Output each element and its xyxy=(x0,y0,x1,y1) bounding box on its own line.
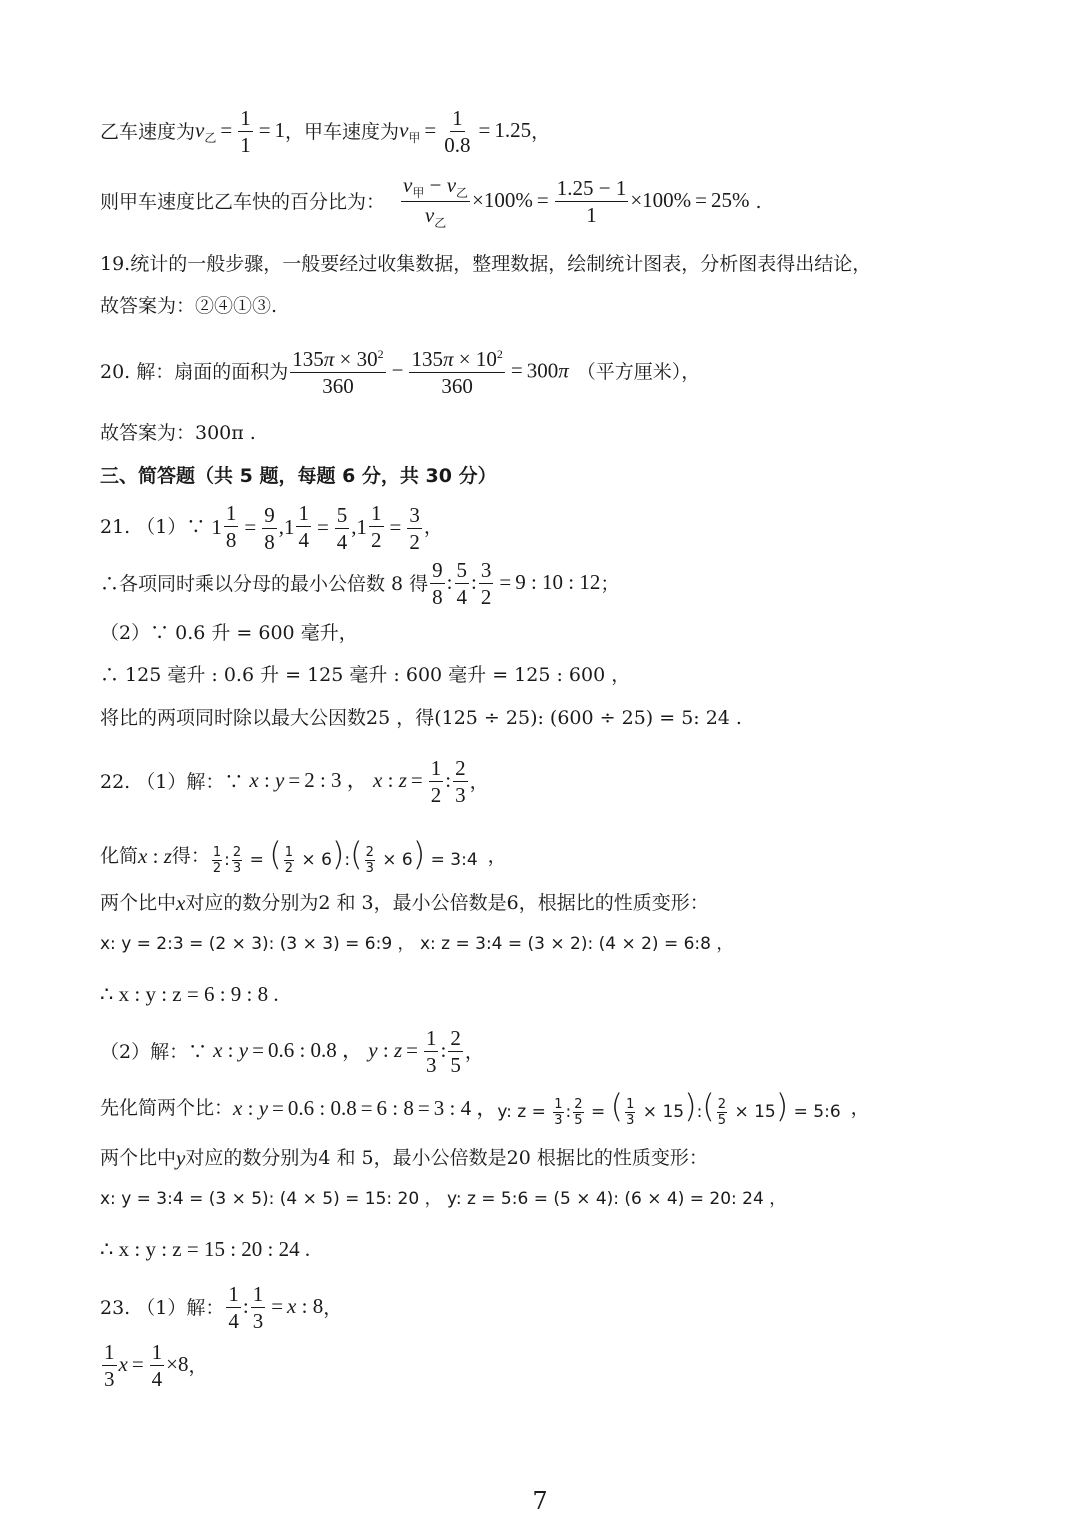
text: 两个比中 xyxy=(100,1147,177,1169)
section-title: 三、简答题（共 5 题，每题 6 分，共 30 分） xyxy=(100,465,497,487)
text: 两个比中 xyxy=(100,892,177,914)
text: ， xyxy=(850,1096,870,1119)
answer-22-2-lcm xyxy=(100,1148,1040,1169)
text: . xyxy=(755,190,762,213)
var-x: x xyxy=(176,891,186,915)
answer-19-text xyxy=(100,255,1040,274)
text: 化简 xyxy=(100,844,139,867)
answer-22-lcm xyxy=(100,893,1040,914)
answer-23-1 xyxy=(100,1284,1040,1332)
text: （平方厘米）， xyxy=(576,361,701,383)
formula-v-yi: $v_乙$ = $\frac{1}{1}$ = 1 xyxy=(195,106,286,157)
text: ∴ x : y : z = 15 : 20 : 24 . xyxy=(100,1237,311,1261)
formula-given-ratios-2: x : y = 0.6 : 0.8 ， y : z = $\frac{1}{3}$ : $\frac{2}{5}$ xyxy=(213,1026,461,1077)
answer-line-speeds xyxy=(100,108,1040,156)
text: ， xyxy=(531,120,551,143)
text: ， xyxy=(469,770,489,793)
formula-sector-area: $\frac{135\pi \times 30^2}{360}$ − $\frac{135\pi \times 10^2}{360}$ = 300π xyxy=(292,347,569,398)
text: ，甲车速度为 xyxy=(285,120,400,143)
var-xz: x : z xyxy=(138,843,172,868)
var-y: y xyxy=(176,1146,186,1170)
text: ； xyxy=(600,572,620,595)
formula-proportion: $\frac{1}{4}$ : $\frac{1}{3}$ = x : 8 xyxy=(228,1282,324,1333)
text: 21. （1）∵ xyxy=(100,516,206,539)
text: 19.统计的一般步骤，一般要经过收集数据，整理数据，绘制统计图表，分析图表得出结论， xyxy=(100,253,872,275)
text: 23. （1）解： xyxy=(100,1296,225,1319)
text: ∴各项同时乘以分母的最小公倍数 8 得 xyxy=(100,572,429,595)
text: ， xyxy=(188,1354,208,1377)
text: 得： xyxy=(171,844,210,867)
text: ∴ x : y : z = 6 : 9 : 8 . xyxy=(100,982,279,1006)
formula-solve-x: $\frac{1}{3}$ x = $\frac{1}{4}$ ×8 xyxy=(104,1340,189,1391)
text: 对应的数分别为4 和 5，最小公倍数是20 根据比的性质变形： xyxy=(185,1147,708,1169)
answer-20-result xyxy=(100,424,1040,443)
text: ∴ 125 毫升 : 0.6 升 = 125 毫升 : 600 毫升 = 125 : 600 ， xyxy=(100,664,631,686)
answer-21-lcm xyxy=(100,560,1040,608)
page-number: 7 xyxy=(532,1487,548,1515)
answer-22-2 xyxy=(100,1028,1040,1076)
text: （2）∵ 0.6 升 = 600 毫升， xyxy=(100,622,358,644)
text: 乙车速度为 xyxy=(100,120,196,143)
text: ， xyxy=(423,516,443,539)
answer-22-transform xyxy=(100,936,1040,953)
answer-22-1 xyxy=(100,758,1040,806)
answer-22-1-result xyxy=(100,984,1040,1005)
answer-23-step xyxy=(100,1342,1040,1390)
answer-22-simplify xyxy=(100,835,1040,876)
answer-22-2-transform xyxy=(100,1191,1040,1208)
text: 故答案为：②④①③. xyxy=(100,295,278,317)
text: ， xyxy=(464,1040,484,1063)
text: 则甲车速度比乙车快的百分比为： xyxy=(100,190,386,213)
answer-22-2-simplify xyxy=(100,1087,1040,1128)
text: ， xyxy=(323,1296,343,1319)
answer-line-percent xyxy=(100,175,1040,229)
text: （2）解：∵ xyxy=(100,1040,208,1063)
formula-yz-simplified: y: z = $\frac{1}{3}$ : $\frac{2}{5}$ = ( $\frac{1}{3}$ × 15):( $\frac{2}{5}$ × 15) = 5:6 xyxy=(497,1087,841,1128)
formula-ratio-9-10-12: $\frac{9}{8}$ : $\frac{5}{4}$ : $\frac{3}{2}$ = 9 : 10 : 12 xyxy=(432,558,601,609)
text: 20. 解：扇面的面积为 xyxy=(100,361,289,383)
text: ， xyxy=(487,844,507,867)
text: x: y = 3:4 = (3 × 5): (4 × 5) = 15: 20 ， y: z = 5:6 = (5 × 4): (6 × 4) = 20: 24 ， xyxy=(100,1189,787,1209)
answer-21-1 xyxy=(100,503,1040,553)
text: 先化简两个比： xyxy=(100,1096,234,1119)
answer-22-2-result xyxy=(100,1239,1040,1260)
text: x: y = 2:3 = (2 × 3): (3 × 3) = 6:9 ， x: z = 3:4 = (3 × 2): (4 × 2) = 6:8 ， xyxy=(100,934,734,954)
formula-v-jia: $v_甲$ = $\frac{1}{0.8}$ = 1.25 xyxy=(399,106,532,157)
formula-percent: $\frac{v_甲 - v_乙}{v_乙}$ ×100% = $\frac{1.25 - 1}{1}$ ×100% = 25% xyxy=(403,173,750,230)
formula-given-ratios: x : y = 2 : 3 ， x : z = $\frac{1}{2}$ : $\frac{2}{3}$ xyxy=(249,756,466,807)
answer-20-formula xyxy=(100,348,1040,397)
section-heading xyxy=(100,467,1040,486)
answer-21-2-ratio xyxy=(100,666,1040,685)
text: 将比的两项同时除以最大公因数25 ，得(125 ÷ 25): (600 ÷ 25) = 5: 24 . xyxy=(100,707,742,729)
text: 对应的数分别为2 和 3，最小公倍数是6，根据比的性质变形： xyxy=(185,892,709,914)
formula-simplify-xz: $\frac{1}{2}$ : $\frac{2}{3}$ = ( $\frac{1}{2}$ × 6):( $\frac{2}{3}$ × 6) = 3:4 xyxy=(212,835,478,876)
text: 22. （1）解：∵ xyxy=(100,770,244,793)
answer-21-2 xyxy=(100,624,1040,643)
answer-19-result xyxy=(100,297,1040,316)
text: 故答案为：300π . xyxy=(100,422,256,444)
formula-mixed-numbers: 1 $\frac{1}{8}$ = $\frac{9}{8}$ ,1 $\frac{1}{4}$ = $\frac{5}{4}$ ,1 $\frac{1}{2}$ = $\frac{3}{2}$ xyxy=(211,501,420,554)
formula-xy-simplified: x : y = 0.6 : 0.8 = 6 : 8 = 3 : 4 ， xyxy=(233,1095,498,1120)
answer-21-2-simplify xyxy=(100,709,1040,728)
